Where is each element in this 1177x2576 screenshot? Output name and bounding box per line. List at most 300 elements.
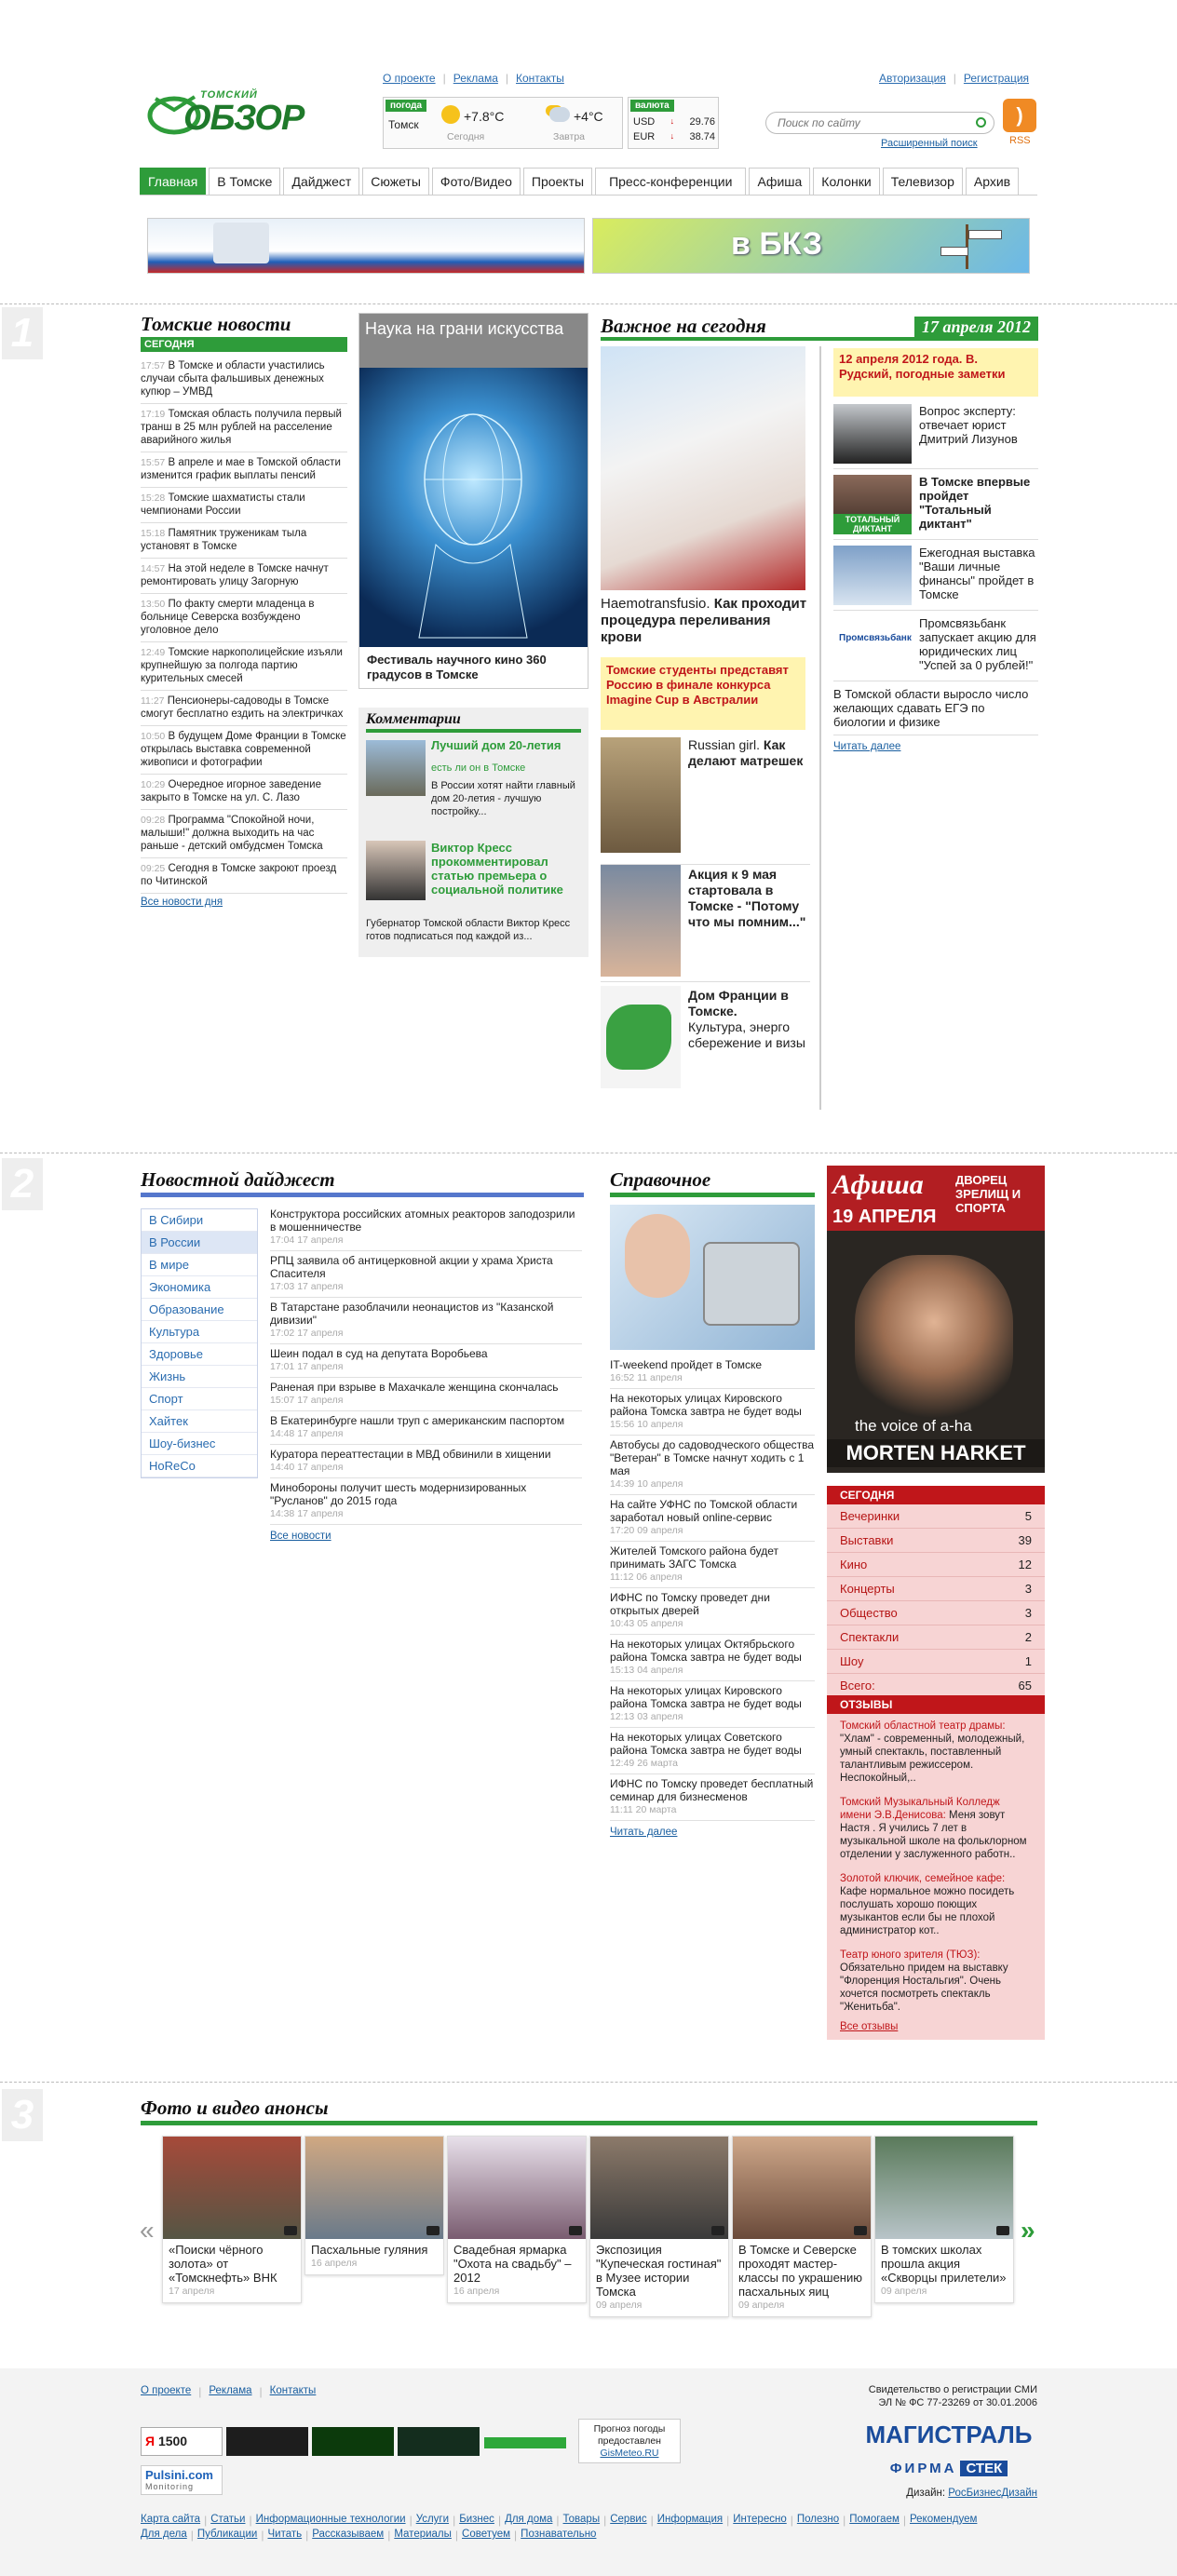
news-item[interactable] bbox=[141, 356, 347, 404]
separator: | bbox=[902, 2514, 906, 2527]
right-news-item[interactable] bbox=[833, 540, 1038, 611]
nav-tv[interactable]: Телевизор bbox=[883, 168, 963, 195]
footer-bottom-link[interactable]: Интересно bbox=[733, 2514, 787, 2525]
reference-item[interactable] bbox=[610, 1495, 815, 1542]
stek-logo[interactable] bbox=[860, 2458, 1037, 2478]
digest-menu-item[interactable]: Экономика bbox=[142, 1276, 257, 1299]
next-arrow-icon[interactable]: » bbox=[1021, 2216, 1035, 2245]
phone-image[interactable] bbox=[610, 1205, 815, 1350]
all-reviews-link[interactable]: Все отзывы bbox=[840, 2021, 899, 2032]
important-item[interactable] bbox=[601, 864, 810, 978]
reference-item-date: 12:13 03 апреля bbox=[610, 1711, 683, 1722]
nav-press[interactable]: Пресс-конференции bbox=[595, 168, 746, 195]
important-item-text-2: Как делают матрешек bbox=[688, 737, 804, 768]
news-item[interactable] bbox=[141, 775, 347, 810]
photo-thumb bbox=[875, 2137, 1013, 2239]
photo-card[interactable] bbox=[304, 2136, 444, 2275]
news-time: 17:57 bbox=[141, 360, 166, 371]
counter-top100[interactable] bbox=[398, 2427, 480, 2456]
banner-right-text: в БКЗ bbox=[731, 226, 823, 262]
footer-bottom-link[interactable]: Карта сайта bbox=[141, 2514, 201, 2525]
afisha-row-count: 39 bbox=[1018, 1533, 1032, 1547]
afisha-row[interactable] bbox=[827, 1504, 1045, 1529]
digest-menu-item[interactable]: Спорт bbox=[142, 1388, 257, 1410]
footer-links: О проекте | Реклама | Контакты bbox=[141, 2385, 317, 2398]
review-text: Меня зовут Настя . Я учились 7 лет в музыкальной школе на фольклорном отделении у заслуженного работн.. bbox=[840, 1810, 1027, 1860]
photo-caption bbox=[733, 2239, 871, 2316]
digest-menu-item[interactable]: Культура bbox=[142, 1321, 257, 1343]
forecast-line-2: предоставлен bbox=[598, 2435, 661, 2447]
photo-thumb bbox=[448, 2137, 586, 2239]
right-news bbox=[833, 398, 1038, 752]
photo-caption-date: 09 апреля bbox=[738, 2300, 785, 2311]
news-item[interactable] bbox=[141, 523, 347, 559]
footer-bottom-link[interactable]: Статьи bbox=[210, 2514, 246, 2525]
registration-info bbox=[801, 2383, 1037, 2409]
usd-value: 29.76 bbox=[689, 116, 715, 128]
register-link[interactable]: Регистрация bbox=[963, 72, 1030, 85]
about-link[interactable]: О проекте bbox=[383, 72, 436, 85]
news-time: 11:27 bbox=[141, 695, 165, 707]
digest-item-date: 17:02 17 апреля bbox=[270, 1328, 344, 1339]
right-news-item[interactable] bbox=[833, 469, 1038, 540]
digest-item[interactable] bbox=[270, 1298, 582, 1344]
reference-item-date: 11:12 06 апреля bbox=[610, 1571, 683, 1583]
news-text: Очередное игорное заведение закрыто в Томске на ул. С. Лазо bbox=[141, 779, 321, 803]
comment-head: Лучший дом 20-летия bbox=[431, 738, 561, 752]
news-text: Программа "Спокойной ночи, малыши!" должна выходить на час раньше - детский омбудсмен Томска bbox=[141, 815, 323, 852]
review-text: Обязательно придем на выставку "Флоренция Ностальгия". Очень хочется посмотреть спектакль "Женитьба". bbox=[840, 1962, 1008, 2013]
promsvyaz-logo bbox=[833, 616, 912, 659]
digest-menu-item[interactable]: HoReCo bbox=[142, 1455, 257, 1477]
counter-mail[interactable] bbox=[312, 2427, 394, 2456]
review-item[interactable] bbox=[827, 1943, 1045, 2019]
review-item[interactable] bbox=[827, 1867, 1045, 1943]
digest-item[interactable] bbox=[270, 1378, 582, 1411]
nav-archive[interactable]: Архив bbox=[966, 168, 1019, 195]
reg-line-1: Свидетельство о регистрации СМИ bbox=[868, 2384, 1037, 2395]
photo-block bbox=[141, 2097, 1037, 2125]
nav-afisha[interactable]: Афиша bbox=[749, 168, 810, 195]
review-head: Томский Музыкальный Колледж имени Э.В.Денисова: bbox=[840, 1797, 1000, 1821]
news-item[interactable] bbox=[141, 810, 347, 858]
reference-item[interactable] bbox=[610, 1681, 815, 1728]
nav-digest[interactable]: Дайджест bbox=[283, 168, 359, 195]
photo-caption-text: В Томске и Северске проходят мастер-классы по украшению пасхальных яиц bbox=[738, 2243, 862, 2299]
news-thumb bbox=[833, 404, 912, 464]
afisha-row[interactable] bbox=[827, 1625, 1045, 1650]
pulsini-logo[interactable] bbox=[141, 2465, 223, 2495]
photo-caption-date: 09 апреля bbox=[596, 2300, 643, 2311]
all-news-link[interactable]: Все новости bbox=[270, 1531, 331, 1542]
news-text: На этой неделе в Томске начнут ремонтировать улицу Загорную bbox=[141, 563, 329, 587]
down-arrow-icon: ↓ bbox=[670, 131, 675, 141]
reference-item-text: ИФНС по Томску проведет дни открытых дверей bbox=[610, 1591, 770, 1617]
news-time: 10:50 bbox=[141, 731, 166, 742]
reference-list bbox=[610, 1355, 815, 1838]
rss-label[interactable]: RSS bbox=[1009, 135, 1031, 146]
digest-menu-item[interactable]: Жизнь bbox=[142, 1366, 257, 1388]
nav-photo-video[interactable]: Фото/Видео bbox=[432, 168, 521, 195]
main-story-caption[interactable] bbox=[601, 596, 810, 646]
reference-block bbox=[610, 1168, 815, 1197]
review-item[interactable] bbox=[827, 1790, 1045, 1867]
digest-item[interactable] bbox=[270, 1411, 582, 1445]
nav-projects[interactable]: Проекты bbox=[523, 168, 592, 195]
right-more-link[interactable]: Читать далее bbox=[833, 741, 901, 752]
footer-bottom-link[interactable]: Помогаем bbox=[849, 2514, 900, 2525]
reference-item[interactable] bbox=[610, 1774, 815, 1821]
footer-bottom-link[interactable]: Информация bbox=[656, 2514, 724, 2525]
footer-bottom-link[interactable]: Для дома bbox=[505, 2514, 553, 2525]
right-news-item[interactable] bbox=[833, 398, 1038, 469]
photo-card[interactable] bbox=[732, 2136, 872, 2317]
afisha-row-count: 2 bbox=[1024, 1630, 1032, 1644]
digest-menu-item[interactable]: В мире bbox=[142, 1254, 257, 1276]
pulsini-sub: Monitoring bbox=[145, 2482, 195, 2491]
logo-top: ТОМСКИЙ bbox=[200, 89, 258, 101]
separator: | bbox=[650, 2514, 654, 2527]
right-news-text: Ежегодная выставка "Ваши личные финансы" пройдет в Томске bbox=[919, 546, 1035, 601]
news-thumb bbox=[833, 546, 912, 605]
afisha-row[interactable] bbox=[827, 1650, 1045, 1674]
comment-head: Виктор Кресс прокомментировал статью премьера о социальной политике bbox=[431, 841, 563, 897]
reference-item[interactable] bbox=[610, 1542, 815, 1588]
digest-item-text: РПЦ заявила об антицерковной акции у храма Христа Спасителя bbox=[270, 1254, 553, 1280]
news-time: 12:49 bbox=[141, 647, 166, 658]
reviews-header: ОТЗЫВЫ bbox=[827, 1695, 1045, 1714]
reference-item-date: 17:20 09 апреля bbox=[610, 1525, 683, 1536]
reference-item[interactable] bbox=[610, 1389, 815, 1436]
reference-item-text: На сайте УФНС по Томской области заработал новый online-сервис bbox=[610, 1498, 798, 1524]
digest-item-text: Куратора переаттестации в МВД обвинили в хищении bbox=[270, 1448, 551, 1461]
reference-more-link[interactable]: Читать далее bbox=[610, 1827, 678, 1838]
important-title: Важное на сегодня bbox=[601, 315, 766, 337]
afisha-row-name: Концерты bbox=[840, 1582, 895, 1596]
afisha-artist: MORTEN HARKET bbox=[827, 1439, 1045, 1467]
stek-text: СТЕК bbox=[960, 2461, 1008, 2476]
news-item[interactable] bbox=[141, 559, 347, 594]
comments-block bbox=[359, 708, 588, 957]
separator: | bbox=[556, 2514, 560, 2527]
photo-caption-date: 16 апреля bbox=[453, 2286, 500, 2297]
design-credit bbox=[894, 2488, 1037, 2499]
separator: | bbox=[790, 2514, 793, 2527]
reference-item-text: IT-weekend пройдет в Томске bbox=[610, 1358, 763, 1371]
news-item[interactable] bbox=[141, 452, 347, 488]
feature-header: Наука на грани искусства bbox=[359, 314, 588, 368]
footer-bottom-link[interactable]: Публикации bbox=[196, 2529, 258, 2540]
news-text: В апреле и мае в Томской области изменится график выплаты пенсий bbox=[141, 457, 341, 481]
tomorrow-temp: +4°C bbox=[574, 109, 603, 124]
reference-item-date: 10:43 05 апреля bbox=[610, 1618, 683, 1629]
digest-menu bbox=[141, 1208, 258, 1478]
yandex-y-icon: Я bbox=[145, 2434, 156, 2448]
afisha-row-name: Всего: bbox=[840, 1679, 875, 1693]
sun-icon bbox=[441, 105, 460, 124]
photo-caption-date: 16 апреля bbox=[311, 2258, 358, 2269]
digest-item[interactable] bbox=[270, 1445, 582, 1478]
reference-item-date: 16:52 11 апреля bbox=[610, 1372, 683, 1383]
reference-item-date: 15:13 04 апреля bbox=[610, 1665, 683, 1676]
digest-item-date: 14:48 17 апреля bbox=[270, 1428, 344, 1439]
footer-bottom-link[interactable]: Советуем bbox=[462, 2529, 511, 2540]
students-yellow-box[interactable]: Томские студенты представят Россию в финале конкурса Imagine Cup в Австралии bbox=[601, 657, 805, 730]
comment-item[interactable] bbox=[366, 841, 581, 971]
contacts-link[interactable]: Контакты bbox=[516, 72, 564, 85]
footer-bottom-link[interactable]: Для дела bbox=[141, 2529, 187, 2540]
reference-item[interactable] bbox=[610, 1436, 815, 1495]
right-news-text: В Томске впервые пройдет "Тотальный диктант" bbox=[919, 475, 1031, 531]
footer-contacts-link[interactable]: Контакты bbox=[269, 2385, 317, 2396]
news-text: Сегодня в Томске закроют проезд по Читинской bbox=[141, 863, 337, 887]
separator: | bbox=[305, 2529, 309, 2542]
reference-item-text: ИФНС по Томску проведет бесплатный семинар для бизнесменов bbox=[610, 1777, 814, 1803]
news-thumb bbox=[833, 475, 912, 534]
footer-bottom-link[interactable]: Познавательно bbox=[521, 2529, 597, 2540]
news-time: 15:28 bbox=[141, 492, 166, 504]
news-time: 14:57 bbox=[141, 563, 166, 574]
afisha-row-count: 3 bbox=[1024, 1606, 1032, 1620]
afisha-row[interactable] bbox=[827, 1529, 1045, 1553]
separator: | bbox=[261, 2529, 264, 2542]
important-item[interactable] bbox=[601, 737, 810, 858]
footer-bottom-links-2 bbox=[141, 2529, 1037, 2542]
head-wireframe-icon bbox=[359, 368, 588, 647]
digest-item[interactable] bbox=[270, 1205, 582, 1251]
weather-badge: погода bbox=[386, 100, 426, 112]
afisha-banner[interactable] bbox=[827, 1166, 1045, 1473]
signpost-icon bbox=[966, 224, 1007, 269]
digest-item-date: 15:07 17 апреля bbox=[270, 1395, 344, 1406]
important-item[interactable] bbox=[601, 981, 810, 1089]
photo-thumb bbox=[733, 2137, 871, 2239]
blood-image[interactable] bbox=[601, 346, 805, 590]
afisha-row-name: Выставки bbox=[840, 1533, 894, 1547]
photo-caption-date: 17 апреля bbox=[169, 2286, 215, 2297]
usd-label: USD bbox=[633, 116, 656, 128]
reference-item[interactable] bbox=[610, 1635, 815, 1681]
photo-caption-date: 09 апреля bbox=[881, 2286, 927, 2297]
column-divider bbox=[819, 346, 821, 1110]
afisha-today-header: СЕГОДНЯ bbox=[827, 1486, 1045, 1504]
separator: | bbox=[387, 2529, 391, 2542]
photo-card[interactable] bbox=[162, 2136, 302, 2303]
rudsky-yellow-box[interactable]: 12 апреля 2012 года. В. Рудский, погодные заметки bbox=[833, 348, 1038, 397]
counter-1500: 1500 bbox=[157, 2434, 188, 2448]
digest-item-text: В Екатеринбурге нашли труп с американским паспортом bbox=[270, 1414, 565, 1427]
news-time: 17:19 bbox=[141, 409, 166, 420]
separator: | bbox=[514, 2529, 518, 2542]
search-input[interactable] bbox=[778, 114, 964, 132]
feature-block[interactable] bbox=[359, 313, 588, 689]
reference-item[interactable] bbox=[610, 1355, 815, 1389]
reference-item[interactable] bbox=[610, 1588, 815, 1635]
news-text: В будущем Доме Франции в Томске открылась выставка современной живописи и фотографии bbox=[141, 731, 346, 768]
photo-caption-text: Экспозиция "Купеческая гостиная" в Музее истории Томска bbox=[596, 2243, 722, 2299]
afisha-date: 19 АПРЕЛЯ bbox=[832, 1207, 937, 1227]
cloud-sun-icon bbox=[549, 107, 570, 122]
footer-bottom-link[interactable]: Бизнес bbox=[459, 2514, 494, 2525]
photo-thumb bbox=[305, 2137, 443, 2239]
footer-about-link[interactable]: О проекте bbox=[141, 2385, 192, 2396]
photo-caption bbox=[875, 2239, 1013, 2302]
photo-card[interactable] bbox=[589, 2136, 729, 2317]
design-label: Дизайн: bbox=[906, 2488, 946, 2499]
important-item-text-1: Акция к 9 мая стартовала в Томске - "Потому что мы помним..." bbox=[688, 867, 806, 929]
photo-thumb bbox=[163, 2137, 301, 2239]
footer-bottom-link[interactable]: Услуги bbox=[415, 2514, 450, 2525]
afisha-voice: the voice of a-ha bbox=[855, 1417, 972, 1435]
currency-badge: валюта bbox=[630, 100, 674, 112]
footer-bottom-link[interactable]: Рекомендуем bbox=[910, 2514, 978, 2525]
counter-2[interactable] bbox=[226, 2427, 308, 2456]
footer-bottom-link[interactable]: Информационные технологии bbox=[255, 2514, 406, 2525]
camera-icon bbox=[996, 2226, 1009, 2235]
singer-photo bbox=[855, 1255, 1013, 1423]
review-head: Золотой ключик, семейное кафе: bbox=[840, 1873, 1006, 1884]
digest-item-text: Раненая при взрыве в Махачкале женщина скончалась bbox=[270, 1381, 559, 1394]
today-badge: СЕГОДНЯ bbox=[141, 337, 347, 352]
digest-item[interactable] bbox=[270, 1478, 582, 1525]
digest-menu-item[interactable]: Здоровье bbox=[142, 1343, 257, 1366]
reference-item-text: На некоторых улицах Кировского района Томска завтра не будет воды bbox=[610, 1684, 802, 1710]
comment-sub: есть ли он в Томске bbox=[431, 762, 526, 774]
camera-icon bbox=[711, 2226, 724, 2235]
afisha-row[interactable] bbox=[827, 1577, 1045, 1601]
photo-thumb bbox=[590, 2137, 728, 2239]
news-text: По факту смерти младенца в больнице Северска возбуждено уголовное дело bbox=[141, 599, 315, 636]
photo-caption bbox=[163, 2239, 301, 2302]
footer-bottom-link[interactable]: Материалы bbox=[394, 2529, 452, 2540]
footer-bottom-link[interactable]: Читать bbox=[267, 2529, 303, 2540]
afisha-row-name: Шоу bbox=[840, 1654, 864, 1668]
banner-right[interactable] bbox=[592, 218, 1030, 274]
feature-image bbox=[359, 368, 588, 647]
footer-bottom-link[interactable]: Рассказываем bbox=[312, 2529, 385, 2540]
news-item[interactable] bbox=[141, 594, 347, 642]
news-item[interactable] bbox=[141, 726, 347, 775]
separator: | bbox=[249, 2514, 252, 2527]
main-story-caption-1: Haemotransfusio. bbox=[601, 596, 710, 612]
rss-icon[interactable]: ) bbox=[1003, 99, 1036, 132]
magistral-logo[interactable]: МАГИСТРАЛЬ bbox=[865, 2421, 1033, 2448]
prev-arrow-icon[interactable]: « bbox=[140, 2216, 155, 2245]
photo-card[interactable] bbox=[447, 2136, 587, 2303]
ads-link[interactable]: Реклама bbox=[453, 72, 498, 85]
person-image bbox=[366, 841, 426, 900]
news-item[interactable] bbox=[141, 642, 347, 691]
site-logo[interactable] bbox=[146, 86, 342, 142]
footer-bottom-link[interactable]: Сервис bbox=[610, 2514, 647, 2525]
banner-left[interactable] bbox=[147, 218, 585, 274]
digest-item[interactable] bbox=[270, 1251, 582, 1298]
review-head: Театр юного зрителя (ТЮЗ): bbox=[840, 1949, 981, 1961]
digest-title: Новостной дайджест bbox=[141, 1168, 584, 1197]
reference-item-date: 15:56 10 апреля bbox=[610, 1419, 683, 1430]
footer-bottom-link[interactable]: Полезно bbox=[796, 2514, 840, 2525]
afisha-row[interactable] bbox=[827, 1601, 1045, 1625]
important-item-text-1: Дом Франции в Томске. bbox=[688, 988, 789, 1018]
digest-item[interactable] bbox=[270, 1344, 582, 1378]
gismeteo-box[interactable] bbox=[578, 2419, 681, 2463]
login-link[interactable]: Авторизация bbox=[879, 72, 946, 85]
news-item[interactable] bbox=[141, 691, 347, 726]
camera-icon bbox=[426, 2226, 440, 2235]
counter-5[interactable] bbox=[484, 2437, 566, 2448]
reference-item-text: На некоторых улицах Кировского района Томска завтра не будет воды bbox=[610, 1392, 802, 1418]
comment-text: Губернатор Томской области Виктор Кресс готов подписаться под каждой из... bbox=[366, 918, 571, 942]
review-text: Кафе нормальное можно посидеть послушать хорошо поющих музыкантов если бы не плохой администратор кот.. bbox=[840, 1886, 1015, 1936]
news-text: Пенсионеры-садоводы в Томске смогут бесплатно ездить на электричках bbox=[141, 695, 344, 720]
right-news-text: В Томской области выросло число желающих сдавать ЕГЭ по биологии и физике bbox=[833, 687, 1029, 729]
news-item[interactable] bbox=[141, 404, 347, 452]
afisha-row[interactable] bbox=[827, 1553, 1045, 1577]
girl-image bbox=[601, 865, 681, 977]
thumb-badge: Промсвязьбанк bbox=[839, 633, 912, 643]
eur-value: 38.74 bbox=[689, 131, 715, 142]
photo-card[interactable] bbox=[874, 2136, 1014, 2303]
comment-item[interactable] bbox=[366, 738, 581, 841]
doctor-image bbox=[213, 223, 269, 263]
reg-line-2: ЭЛ № ФС 77-23269 от 30.01.2006 bbox=[878, 2397, 1037, 2408]
digest-menu-item[interactable]: Хайтек bbox=[142, 1410, 257, 1433]
footer-bottom-link[interactable]: Товары bbox=[562, 2514, 601, 2525]
news-item[interactable] bbox=[141, 488, 347, 523]
nav-tomsk[interactable]: В Томске bbox=[209, 168, 280, 195]
separator: | bbox=[454, 2529, 459, 2542]
design-link[interactable]: РосБизнесДизайн bbox=[948, 2488, 1037, 2499]
all-day-news-link[interactable]: Все новости дня bbox=[141, 897, 223, 908]
comment-text: В России хотят найти главный дом 20-летия - лучшую постройку... bbox=[431, 780, 575, 817]
firma-text: ФИРМА bbox=[889, 2460, 957, 2476]
digest-menu-item[interactable]: Образование bbox=[142, 1299, 257, 1321]
digest-item-text: В Татарстане разоблачили неонацистов из "Казанской дивизии" bbox=[270, 1301, 554, 1327]
digest-menu-item[interactable]: В Сибири bbox=[142, 1209, 257, 1232]
counter-yandex[interactable] bbox=[141, 2427, 223, 2456]
divider bbox=[0, 2082, 1177, 2083]
digest-menu-item[interactable]: В России bbox=[142, 1232, 257, 1254]
photo-title: Фото и видео анонсы bbox=[141, 2097, 1037, 2125]
news-time: 15:57 bbox=[141, 457, 166, 468]
review-head: Томский областной театр драмы: bbox=[840, 1720, 1006, 1732]
news-time: 10:29 bbox=[141, 779, 166, 790]
reference-item[interactable] bbox=[610, 1728, 815, 1774]
nav-home[interactable]: Главная bbox=[140, 168, 206, 195]
main-story-caption-2: Как проходит процедура переливания крови bbox=[601, 596, 807, 645]
right-news-item[interactable] bbox=[833, 611, 1038, 681]
auth-links: Авторизация | Регистрация bbox=[879, 72, 1030, 85]
nav-stories[interactable]: Сюжеты bbox=[362, 168, 429, 195]
digest-menu-item[interactable]: Шоу-бизнес bbox=[142, 1433, 257, 1455]
advanced-search-link[interactable]: Расширенный поиск bbox=[881, 138, 978, 149]
digest-item-text: Конструктора российских атомных реакторов заподозрили в мошенничестве bbox=[270, 1207, 575, 1234]
important-date: 17 апреля 2012 bbox=[914, 317, 1038, 338]
afisha-venue: ДВОРЕЦ ЗРЕЛИЩ И СПОРТА bbox=[955, 1173, 1021, 1215]
nav-columns[interactable]: Колонки bbox=[813, 168, 879, 195]
search-icon[interactable] bbox=[976, 117, 986, 128]
review-item[interactable] bbox=[827, 1714, 1045, 1790]
reference-item-date: 14:39 10 апреля bbox=[610, 1478, 683, 1490]
right-news-item[interactable] bbox=[833, 681, 1038, 735]
gismeteo-link[interactable]: GisMeteo.RU bbox=[600, 2448, 659, 2459]
right-news-text: Вопрос эксперту: отвечает юрист Дмитрий Лизунов bbox=[919, 404, 1018, 446]
news-time: 09:25 bbox=[141, 863, 166, 874]
news-item[interactable] bbox=[141, 858, 347, 894]
footer-ads-link[interactable]: Реклама bbox=[209, 2385, 252, 2396]
important-item-text-2: Культура, энерго сбережение и визы bbox=[688, 1019, 805, 1050]
usd-row bbox=[633, 116, 715, 128]
